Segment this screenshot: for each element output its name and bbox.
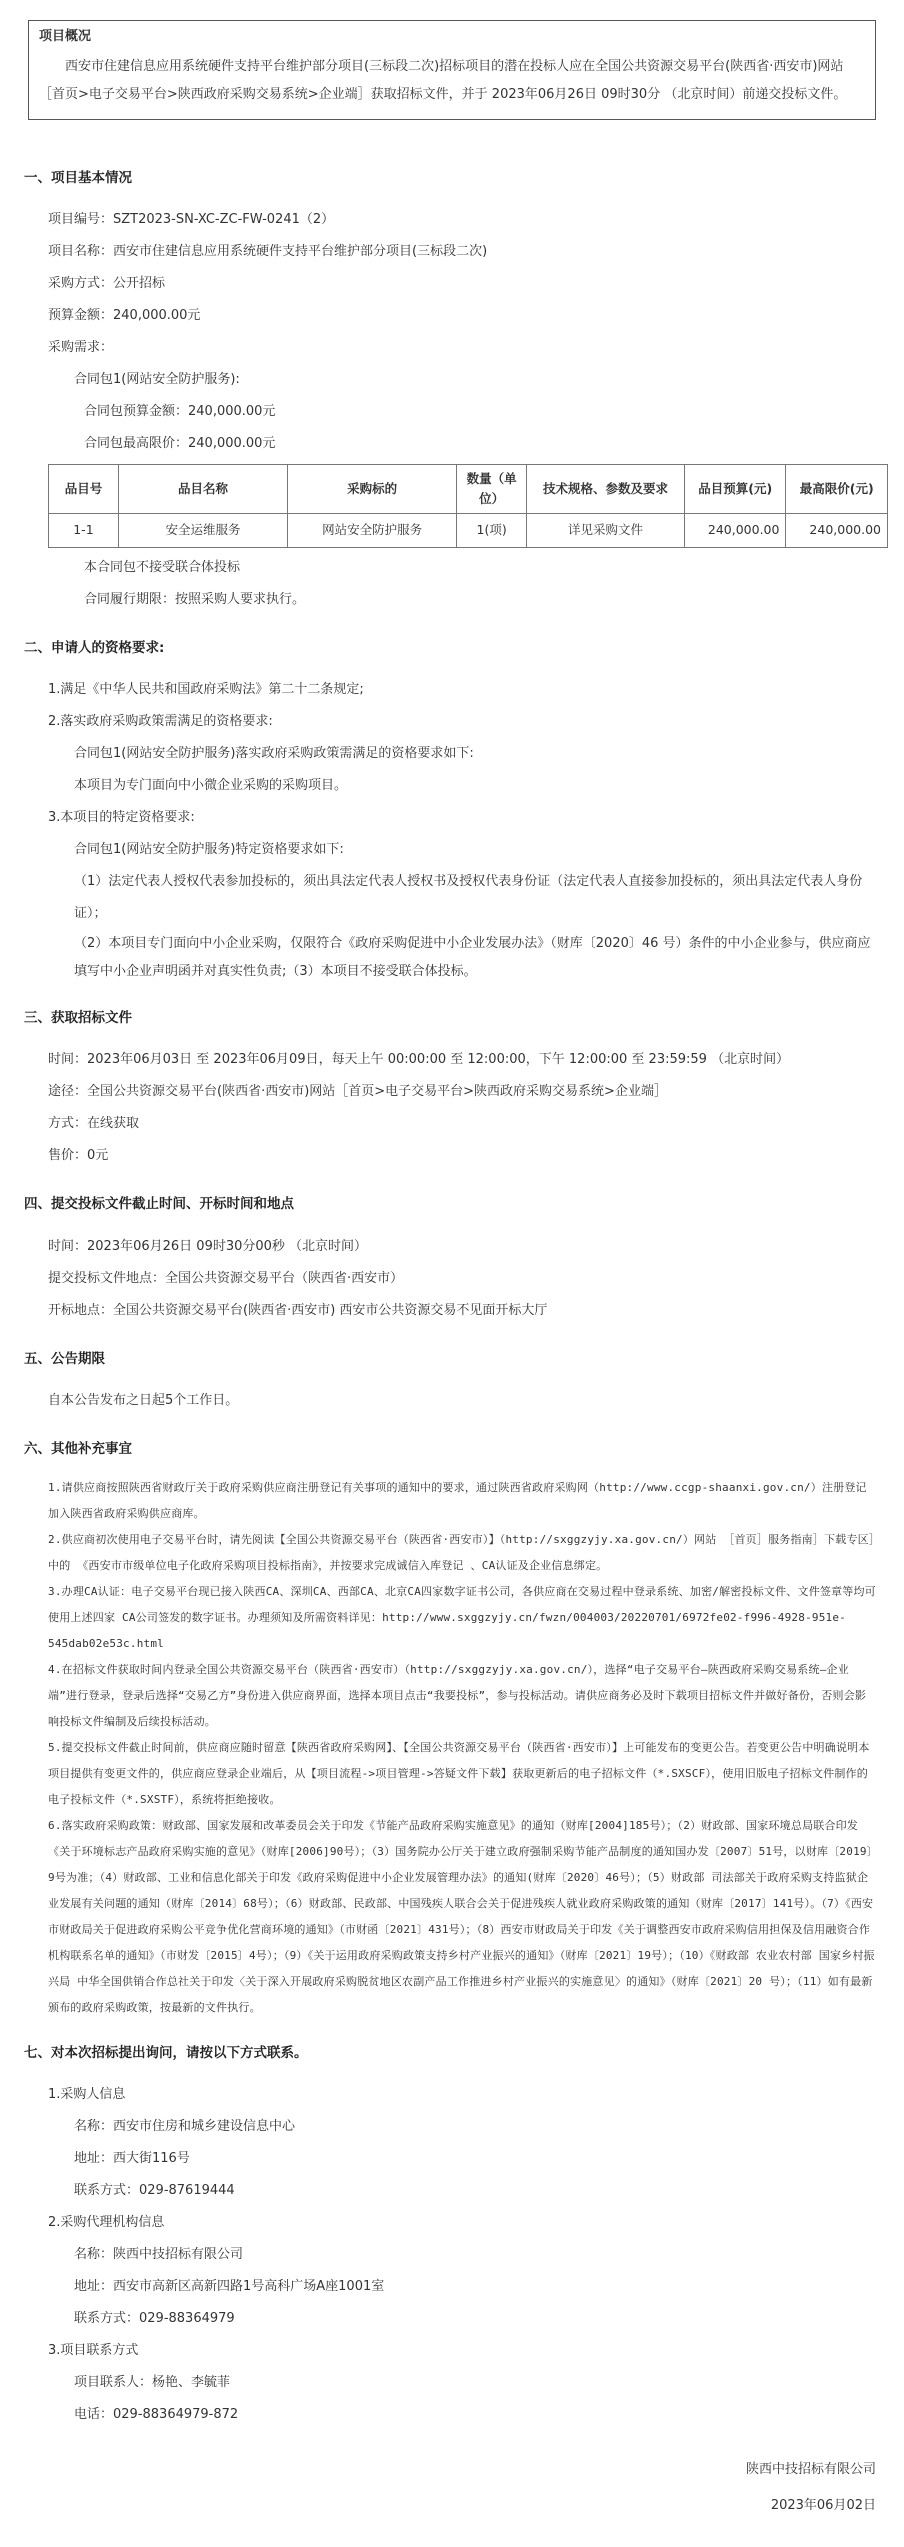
table-cell: 1-1 [49,513,119,547]
qualification-item: 合同包1(网站安全防护服务)特定资格要求如下: [74,842,344,857]
table-row [49,513,888,547]
section-obtain-documents [24,1008,876,1172]
budget-amount: 预算金额：240,000.00元 [48,307,201,323]
qualification-item: 1.满足《中华人民共和国政府采购法》第二十二条规定; [48,682,364,697]
contract-max-price: 合同包最高限价：240,000.00元 [84,435,276,451]
column-header: 采购标的 [288,464,457,513]
supplementary-paragraph: 5.提交投标文件截止时间前，供应商应随时留意【陕西省政府采购网】、【全国公共资源交易平台（陕西省·西安市）】上可能发布的变更公告。若变更公告中明确说明本项目提供有变更文件的，供应商应登录企业端后，从【项目流程->项目管理->答疑文件下载】获取更新后的电子招标文件（*.SXSCF），使用旧版电子招标文件制作的电子投标文件（*.SXSTF），系统将拒绝接收。 [48,1741,870,1806]
signoff-date: 2023年06月02日 [770,2498,876,2514]
procurement-demand: 采购需求： [48,339,114,355]
contact-heading: 3.项目联系方式 [48,2343,139,2359]
section-qualification [24,638,876,986]
table-cell: 详见采购文件 [527,513,685,547]
open-place: 开标地点：全国公共资源交易平台(陕西省·西安市) 西安市公共资源交易不见面开标大厅 [48,1302,548,1318]
contract-package: 合同包1(网站安全防护服务): [74,371,240,387]
qualification-item: （1）法定代表人授权代表参加投标的，须出具法定代表人授权书及授权代表身份证（法定代表人直接参加投标的，须出具法定代表人身份证）； [74,874,863,921]
column-header: 品目名称 [118,464,287,513]
agency-heading: 2.采购代理机构信息 [48,2215,165,2231]
qualification-item: 2.落实政府采购政策需满足的资格要求: [48,714,273,729]
agency-phone: 联系方式：029-88364979 [74,2311,235,2327]
agency-address: 地址：西安市高新区高新四路1号高科广场A座1001室 [74,2279,385,2295]
table-cell: 240,000.00 [684,513,785,547]
column-header: 品目预算(元) [684,464,785,513]
contact-phone: 电话：029-88364979-872 [74,2407,239,2423]
obtain-mode: 方式：在线获取 [48,1116,140,1132]
deadline-time: 时间：2023年06月26日 09时30分00秒 （北京时间） [48,1238,368,1254]
contract-period: 合同履行期限：按照采购人要求执行。 [84,591,306,607]
purchaser-heading: 1.采购人信息 [48,2087,126,2103]
section-deadline [24,1194,876,1326]
notice-period-text: 自本公告发布之日起5个工作日。 [48,1392,239,1408]
supplementary-paragraph: 6.落实政府采购政策：财政部、国家发展和改革委员会关于印发《节能产品政府采购实施意见》的通知（财库[2004]185号）；（2）财政部、国家环境总局联合印发《关于环境标志产品政府采购实施的意见》（财库[2006]90号）；（3）国务院办公厅关于建立政府强制采购节能产品制度的通知国办发〔2007〕51号，以财库〔2019〕9号为准；（4）财政部、工业和信息化部关于印发《政府采购促进中小企业发展管理办法》的通知(财库〔2020〕46号）；（5）财政部 司法部关于政府采购支持监狱企业发展有关问题的通知（财库〔2014〕68号）；（6）财政部、民政部、中国残疾人联合会关于促进残疾人就业政府采购政策的通知（财库〔2017〕141号）。（7）《西安市财政局关于促进政府采购公平竞争优化营商环境的通知》（市财函〔2021〕431号）；（8）西安市财政局关于印发《关于调整西安市政府采购信用担保及信用融资合作机构联系名单的通知》（市财发〔2015〕4号）；（9）《关于运用政府采购政策支持乡村产业振兴的通知》（财库〔2021〕19号）；（10）《财政部 农业农村部 国家乡村振兴局 中华全国供销合作总社关于印发〈关于深入开展政府采购脱贫地区农副产品工作推进乡村产业振兴的实施意见〉的通知》（财库〔2021〕20 号）；（11）如有最新颁布的政府采购政策，按最新的文件执行。 [48,1819,875,2014]
section-notice-period [24,1349,876,1417]
section-title: 四、提交投标文件截止时间、开标时间和地点 [24,1196,294,1213]
qualification-item: 3.本项目的特定资格要求: [48,810,195,825]
section-contact [24,2043,876,2431]
table-cell: 网站安全防护服务 [288,513,457,547]
column-header: 数量（单位） [457,464,527,513]
column-header: 技术规格、参数及要求 [527,464,685,513]
supplementary-paragraph: 4.在招标文件获取时间内登录全国公共资源交易平台（陕西省·西安市）（http://sxggzyjy.xa.gov.cn/），选择“电子交易平台—陕西政府采购交易系统—企业端”进行登录，登录后选择“交易乙方”身份进入供应商界面，选择本项目点击“我要投标”，参与投标活动。请供应商务必及时下载项目招标文件并做好备份，否则会影响投标文件编制及后续投标活动。 [48,1663,867,1728]
contract-budget: 合同包预算金额：240,000.00元 [84,403,276,419]
purchaser-address: 地址：西大街116号 [74,2151,190,2167]
table-header-row [49,464,888,513]
project-name: 项目名称：西安市住建信息应用系统硬件支持平台维护部分项目(三标段二次) [48,243,488,259]
obtain-way: 途径：全国公共资源交易平台(陕西省·西安市)网站［首页>电子交易平台>陕西政府采购交易系统>企业端］ [48,1084,667,1100]
supplementary-notes [48,1475,876,2021]
section-title: 二、申请人的资格要求: [24,639,165,656]
table-cell: 240,000.00 [786,513,888,547]
table-cell: 安全运维服务 [118,513,287,547]
qualification-item: （2）本项目专门面向中小企业采购，仅限符合《政府采购促进中小企业发展办法》（财库〔2020〕46 号）条件的中小企业参与，供应商应填写中小企业声明函并对真实性负责;（3）本项目不接受联合体投标。 [74,936,871,979]
qualification-item: 本项目为专门面向中小微企业采购的采购项目。 [74,778,348,793]
section-title: 六、其他补充事宜 [24,1440,132,1457]
project-overview-box [28,20,876,120]
obtain-time: 时间：2023年06月03日 至 2023年06月09日，每天上午 00:00:00 至 12:00:00，下午 12:00:00 至 23:59:59 （北京时间） [48,1052,790,1068]
agency-name: 名称：陕西中技招标有限公司 [74,2247,244,2263]
consortium-note: 本合同包不接受联合体投标 [84,559,241,575]
signoff-org: 陕西中技招标有限公司 [745,2462,876,2478]
supplementary-paragraph: 2.供应商初次使用电子交易平台时，请先阅读【全国公共资源交易平台（陕西省·西安市）】（http://sxggzyjy.xa.gov.cn/）网站 ［首页］服务指南］下载专区］中的 《西安市市级单位电子化政府采购项目投标指南》，并按要求完成诚信入库登记 、CA认证及企业信息绑定。 [48,1533,875,1572]
section-title: 三、获取招标文件 [24,1010,132,1026]
contact-people: 项目联系人：杨艳、李毓菲 [74,2375,231,2391]
project-number: 项目编号：SZT2023-SN-XC-ZC-FW-0241（2） [48,211,335,227]
section-title: 五、公告期限 [24,1350,105,1367]
purchaser-phone: 联系方式：029-87619444 [74,2183,235,2199]
column-header: 最高限价(元) [786,464,888,513]
procurement-method: 采购方式：公开招标 [48,275,166,291]
section-supplementary [24,1439,876,2021]
overview-text: 西安市住建信息应用系统硬件支持平台维护部分项目(三标段二次)招标项目的潜在投标人应在全国公共资源交易平台(陕西省·西安市)网站［首页>电子交易平台>陕西政府采购交易系统>企业端］获取招标文件，并于 2023年06月26日 09时30分 （北京时间）前递交投标文件。 [39,58,847,102]
section-title: 七、对本次招标提出询问，请按以下方式联系。 [24,2045,308,2061]
items-table [48,464,888,548]
obtain-price: 售价：0元 [48,1148,109,1164]
purchaser-name: 名称：西安市住房和城乡建设信息中心 [74,2119,296,2135]
table-cell: 1(项) [457,513,527,547]
section-title: 一、项目基本情况 [24,169,132,186]
column-header: 品目号 [49,464,119,513]
section-basic-info [24,168,881,616]
submit-place: 提交投标文件地点：全国公共资源交易平台（陕西省·西安市） [48,1270,404,1286]
supplementary-paragraph: 1.请供应商按照陕西省财政厅关于政府采购供应商注册登记有关事项的通知中的要求，通过陕西省政府采购网（http://www.ccgp-shaanxi.gov.cn/）注册登记加入陕西省政府采购供应商库。 [48,1481,867,1520]
qualification-item: 合同包1(网站安全防护服务)落实政府采购政策需满足的资格要求如下: [74,746,474,761]
overview-title: 项目概况 [39,29,92,44]
supplementary-paragraph: 3.办理CA认证：电子交易平台现已接入陕西CA、深圳CA、西部CA、北京CA四家数字证书公司，各供应商在交易过程中登录系统、加密/解密投标文件、文件签章等均可使用上述四家 CA公司签发的数字证书。办理须知及所需资料详见：http://www.sxggzyjy.cn/fwzn/004003/20220701/6972fe02-f996-4928-951e-545dab02e53c.html [48,1585,876,1650]
